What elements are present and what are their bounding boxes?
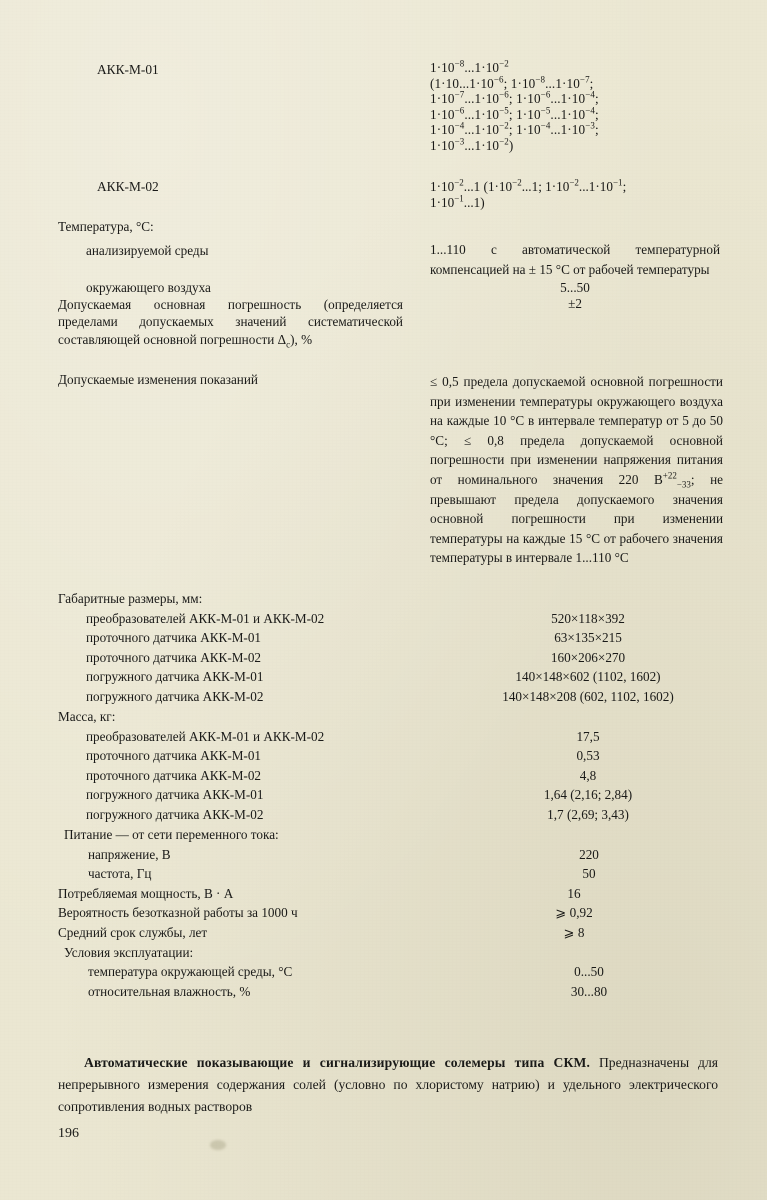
table-row bbox=[58, 923, 718, 943]
row-label: погружного датчика АКК-М-02 bbox=[86, 806, 264, 822]
row-label: частота, Гц bbox=[88, 866, 152, 882]
mass-header: Масса, кг: bbox=[58, 709, 116, 724]
row-value: 520×118×392 bbox=[551, 610, 625, 626]
row-value: 16 bbox=[567, 885, 581, 901]
row-value: ⩾ 8 bbox=[563, 924, 585, 940]
row-value: 63×135×215 bbox=[554, 630, 622, 646]
row-value: 220 bbox=[579, 846, 599, 862]
closing-body: Предназначены для непрерывного измерения содержания солей (условно по хлористому натрию) и удельного электрического сопротивления водных растворов bbox=[58, 1054, 718, 1115]
model-akk-m-01-label: АКК-М-01 bbox=[97, 62, 159, 77]
row-label: температура окружающей среды, °С bbox=[88, 964, 293, 980]
row-value: 0...50 bbox=[574, 964, 604, 980]
row-label: преобразователей АКК-М-01 и АКК-М-02 bbox=[86, 728, 325, 744]
row-label: проточного датчика АКК-М-01 bbox=[86, 630, 262, 646]
temperature-medium-label: анализируемой среды bbox=[86, 243, 209, 258]
range-line-1: $1\cdot 10^{-8}...1\cdot 10^{-2}$ bbox=[430, 58, 509, 75]
row-value: 160×206×270 bbox=[550, 649, 626, 665]
row-value: 4,8 bbox=[579, 767, 597, 783]
row-value: 17,5 bbox=[576, 728, 600, 744]
row-label: преобразователей АКК-М-01 и АКК-М-02 bbox=[86, 610, 325, 626]
temperature-header: Температура, °С: bbox=[58, 219, 154, 234]
table-row bbox=[58, 884, 718, 904]
row-label: Вероятность безотказной работы за 1000 ч bbox=[58, 905, 298, 921]
akk02-range-line-2: $1\cdot 10^{-1}...1$) bbox=[430, 193, 485, 210]
dimensions-block bbox=[58, 589, 718, 707]
row-label: относительная влажность, % bbox=[88, 983, 251, 999]
power-header-row bbox=[58, 825, 718, 845]
range-line-6: $1\cdot 10^{-3}...1\cdot 10^{-2}$) bbox=[430, 136, 514, 153]
mass-block bbox=[58, 707, 718, 825]
table-row bbox=[58, 746, 718, 766]
row-label: погружного датчика АКК-М-02 bbox=[86, 688, 264, 704]
row-label: Средний срок службы, лет bbox=[58, 924, 208, 940]
power-block bbox=[58, 825, 718, 1001]
table-row bbox=[58, 805, 718, 825]
table-row bbox=[58, 785, 718, 805]
table-row bbox=[58, 982, 718, 1002]
operating-header-row bbox=[58, 943, 718, 963]
table-row bbox=[58, 903, 718, 923]
akk02-range-line-1: $1\cdot 10^{-2}...1$ ($1\cdot 10^{-2}...1$; $1\cdot 10^{-2}...1\cdot 10^{-1}$; bbox=[430, 177, 627, 194]
table-row bbox=[58, 687, 718, 707]
dimensions-header: Габаритные размеры, мм: bbox=[58, 591, 203, 606]
row-value: 140×148×208 (602, 1102, 1602) bbox=[502, 688, 674, 704]
table-row bbox=[58, 667, 718, 687]
row-value: 1,64 (2,16; 2,84) bbox=[543, 787, 633, 803]
row-value: 30...80 bbox=[570, 983, 608, 999]
table-row bbox=[58, 727, 718, 747]
paper-smudge bbox=[210, 1140, 226, 1150]
row-label: погружного датчика АКК-М-01 bbox=[86, 669, 264, 685]
basic-error-value: ±2 bbox=[568, 296, 582, 311]
table-row bbox=[58, 864, 718, 884]
power-header: Питание — от сети переменного тока: bbox=[64, 827, 279, 842]
closing-bold-lead: Автоматические показывающие и сигнализирующие солемеры типа СКМ. bbox=[84, 1054, 591, 1070]
temperature-air-value: 5...50 bbox=[560, 280, 590, 295]
operating-header: Условия эксплуатации: bbox=[64, 944, 194, 960]
row-value: 50 bbox=[582, 866, 596, 882]
row-value: ⩾ 0,92 bbox=[555, 905, 593, 921]
table-row bbox=[58, 648, 718, 668]
row-label: проточного датчика АКК-М-02 bbox=[86, 649, 262, 665]
table-row bbox=[58, 962, 718, 982]
range-line-2: ($1\cdot 10...1\cdot 10^{-6}$; $1\cdot 10^{-8}...1\cdot 10^{-7}$; bbox=[430, 74, 594, 91]
range-line-4: $1\cdot 10^{-6}...1\cdot 10^{-5}$; $1\cdot 10^{-5}...1\cdot 10^{-4}$; bbox=[430, 105, 599, 122]
model-akk-m-02-values bbox=[430, 179, 740, 210]
table-row bbox=[58, 628, 718, 648]
row-value: 1,7 (2,69; 3,43) bbox=[547, 806, 629, 822]
allowed-changes-label: Допускаемые изменения показаний bbox=[58, 372, 258, 387]
row-label: погружного датчика АКК-М-01 bbox=[86, 787, 264, 803]
temperature-air-label: окружающего воздуха bbox=[86, 280, 211, 295]
page-number: 196 bbox=[58, 1126, 79, 1141]
table-row bbox=[58, 609, 718, 629]
row-value: 140×148×602 (1102, 1602) bbox=[515, 669, 661, 685]
closing-paragraph bbox=[58, 1052, 718, 1119]
row-label: проточного датчика АКК-М-01 bbox=[86, 748, 262, 764]
model-akk-m-02-label: АКК-М-02 bbox=[97, 179, 159, 194]
table-row bbox=[58, 845, 718, 865]
dimensions-header-row bbox=[58, 589, 718, 609]
mass-header-row bbox=[58, 707, 718, 727]
row-label: Потребляемая мощность, В · А bbox=[58, 885, 234, 901]
basic-error-label: Допускаемая основная погрешность (определяется пределами допускаемых значений систематической составляющей основной погрешности $\Delta_с$), % bbox=[58, 297, 403, 350]
row-label: проточного датчика АКК-М-02 bbox=[86, 767, 262, 783]
row-value: 0,53 bbox=[576, 748, 600, 764]
range-line-3: $1\cdot 10^{-7}...1\cdot 10^{-6}$; $1\cdot 10^{-6}...1\cdot 10^{-4}$; bbox=[430, 89, 599, 107]
row-label: напряжение, В bbox=[88, 846, 171, 862]
table-row bbox=[58, 766, 718, 786]
temperature-medium-value: 1...110 с автоматической температурной компенсацией на ± 15 °С от рабочей температуры bbox=[430, 242, 720, 277]
allowed-changes-value: ≤ 0,5 предела допускаемой основной погрешности при изменении температуры окружающего воздуха на каждые 10 °С в интервале температур от 5 до 50 °С; ≤ 0,8 предела допускаемой основной погрешности при изменении напряжения питания от номинального значения 220 $В^{+22}_{-33}$; не превышают предела допускаемого значения основной погрешности при изменении температуры на каждые 15 °С от рабочего значения температуры в интервале 1...110 °С bbox=[430, 374, 723, 566]
measurement-range-values bbox=[430, 60, 730, 154]
range-line-5: $1\cdot 10^{-4}...1\cdot 10^{-2}$; $1\cdot 10^{-4}...1\cdot 10^{-3}$; bbox=[430, 120, 599, 138]
